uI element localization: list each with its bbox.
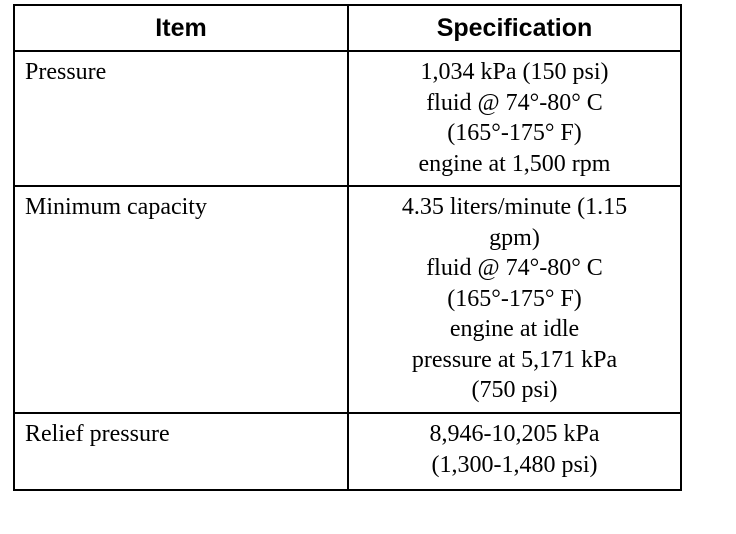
spec-line: engine at 1,500 rpm [418,150,611,177]
specification-table [13,4,682,491]
specification-cell [348,413,681,490]
spec-line: gpm) [489,224,540,251]
item-cell: Minimum capacity [14,186,348,413]
spec-line: pressure at 5,171 kPa [411,346,618,373]
spec-line: 8,946-10,205 kPa [429,421,600,447]
table-row [14,186,681,413]
spec-line: fluid @ 74°-80° C [426,255,603,281]
spec-line: (165°-175° F) [447,120,582,146]
spec-line: (1,300-1,480 psi) [431,451,598,478]
item-cell: Relief pressure [14,413,348,490]
spec-line: 4.35 liters/minute (1.15 [401,194,628,220]
spec-line: engine at idle [449,316,580,342]
specification-cell [348,186,681,413]
header-specification: Specification [348,5,681,51]
spec-line: 1,034 kPa (150 psi) [420,59,609,85]
table-row [14,51,681,186]
specification-cell [348,51,681,186]
spec-line: fluid @ 74°-80° C [426,89,603,116]
header-row [14,5,681,51]
spec-line: (165°-175° F) [447,285,582,312]
header-item: Item [14,5,348,51]
item-cell: Pressure [14,51,348,186]
table-row [14,413,681,490]
spec-line: (750 psi) [471,377,558,403]
